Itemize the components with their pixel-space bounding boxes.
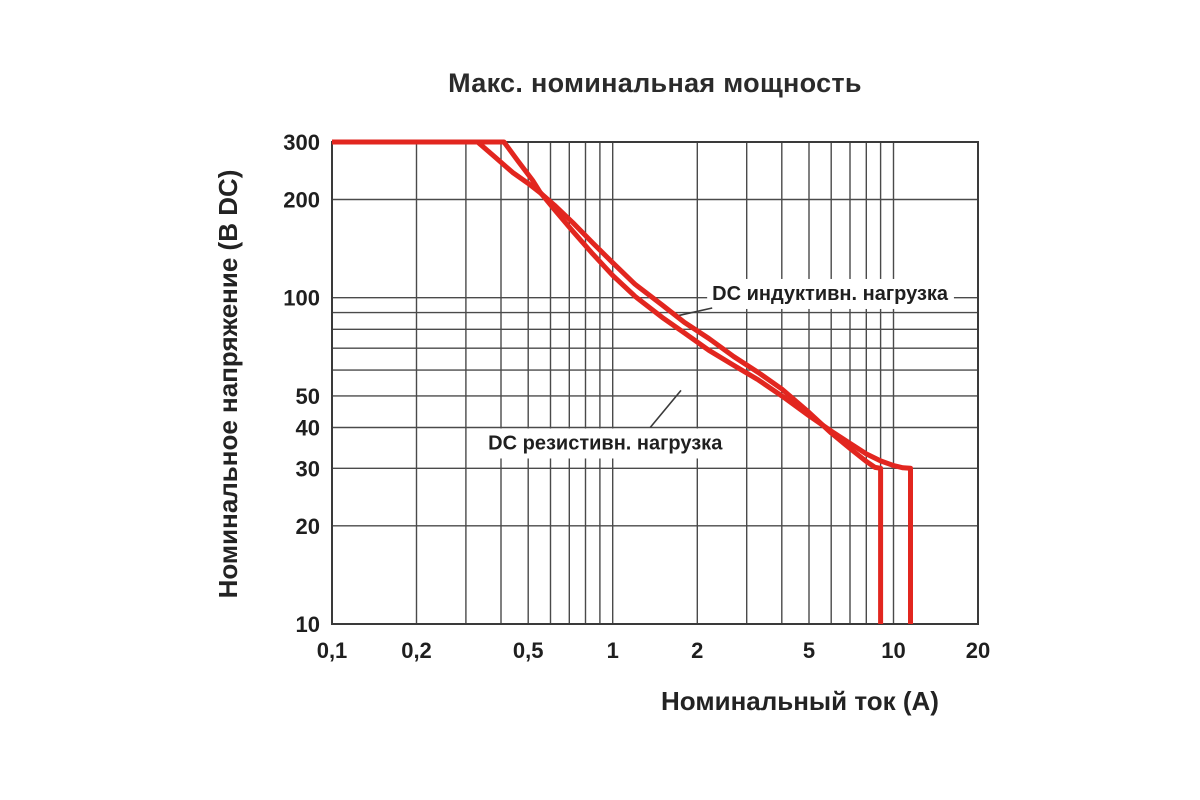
x-tick-label: 0,2 [401, 638, 432, 663]
series-line-resistive [332, 142, 911, 624]
x-tick-label: 0,5 [512, 638, 544, 663]
series-line-inductive [332, 142, 881, 624]
y-tick-label: 10 [295, 612, 320, 637]
y-tick-label: 50 [295, 383, 320, 409]
y-tick-label: 100 [283, 285, 320, 311]
y-tick-label: 30 [295, 456, 320, 482]
y-tick-label: 200 [283, 187, 320, 213]
y-tick-label: 40 [295, 415, 320, 441]
x-tick-label: 0,1 [316, 638, 348, 663]
chart-title: Макс. номинальная мощность [448, 68, 862, 98]
x-axis-title: Номинальный ток (А) [661, 686, 939, 716]
series-annotation-label: DC резистивн. нагрузка [488, 432, 723, 455]
y-tick-label: 20 [295, 513, 320, 539]
y-axis-title: Номинальное напряжение (В DC) [213, 169, 243, 599]
x-tick-label: 10 [881, 638, 906, 663]
series-annotation-label: DC индуктивн. нагрузка [712, 282, 949, 305]
x-tick-label: 5 [802, 638, 816, 663]
x-tick-label: 2 [691, 638, 704, 663]
y-tick-label: 300 [283, 130, 320, 155]
x-tick-label: 20 [965, 638, 991, 663]
x-tick-label: 1 [606, 638, 619, 663]
